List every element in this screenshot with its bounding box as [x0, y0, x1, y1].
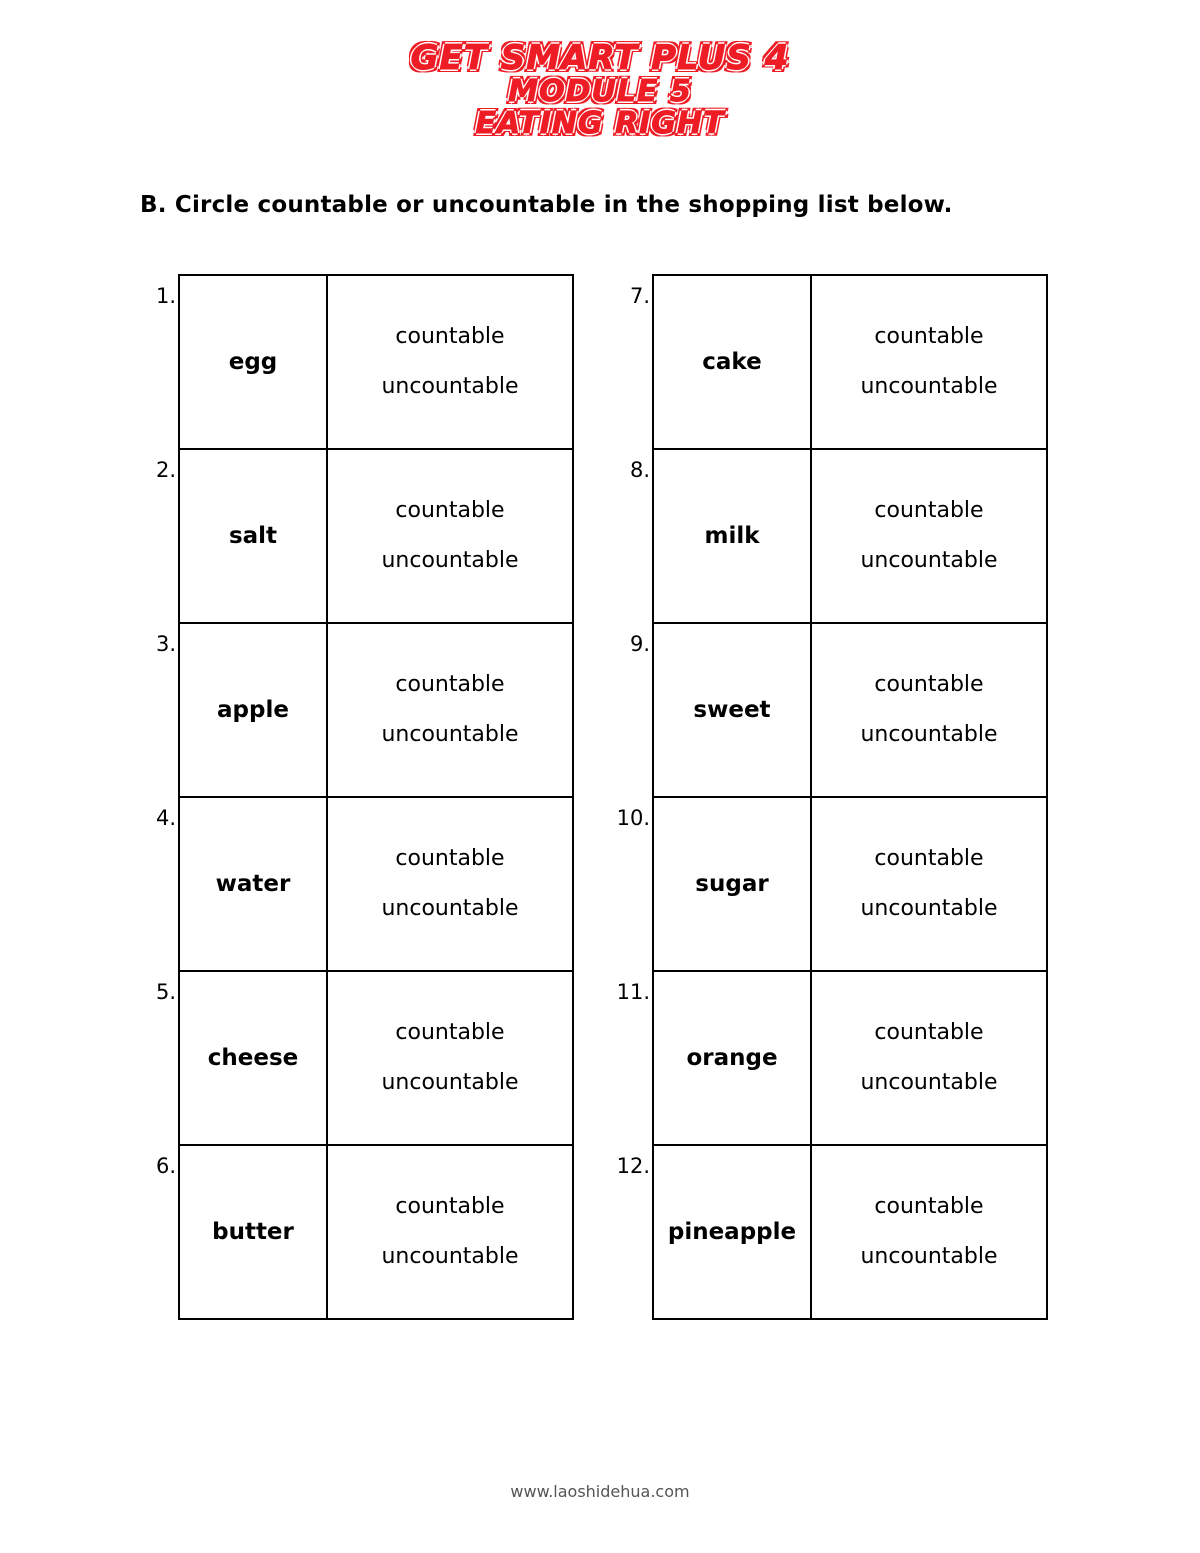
option-countable[interactable]: countable: [395, 845, 505, 871]
option-uncountable[interactable]: uncountable: [860, 721, 998, 747]
option-uncountable[interactable]: uncountable: [381, 373, 519, 399]
title-line-3: EATING RIGHT: [475, 105, 725, 141]
option-uncountable[interactable]: uncountable: [381, 547, 519, 573]
exercise-instruction: B. Circle countable or uncountable in the shopping list below.: [140, 191, 953, 218]
option-uncountable[interactable]: uncountable: [381, 721, 519, 747]
options-cell: [812, 276, 1046, 448]
word-cell: sweet: [654, 624, 812, 796]
worksheet-body: [0, 274, 1200, 1320]
option-countable[interactable]: countable: [874, 845, 984, 871]
option-countable[interactable]: countable: [874, 1019, 984, 1045]
options-cell: [328, 798, 572, 970]
option-uncountable[interactable]: uncountable: [381, 895, 519, 921]
left-column: [155, 274, 574, 1320]
option-uncountable[interactable]: uncountable: [860, 895, 998, 921]
options-cell: [328, 1146, 572, 1318]
options-cell: [812, 1146, 1046, 1318]
option-countable[interactable]: countable: [874, 671, 984, 697]
table-row: [616, 798, 1048, 972]
options-cell: [328, 972, 572, 1144]
word-cell: egg: [180, 276, 328, 448]
options-cell: [812, 798, 1046, 970]
word-cell: salt: [180, 450, 328, 622]
option-countable[interactable]: countable: [874, 1193, 984, 1219]
row-number: 3.: [155, 631, 176, 656]
option-countable[interactable]: countable: [395, 323, 505, 349]
word-cell: milk: [654, 450, 812, 622]
table-row: [155, 274, 574, 450]
option-uncountable[interactable]: uncountable: [860, 1069, 998, 1095]
option-countable[interactable]: countable: [395, 1193, 505, 1219]
option-countable[interactable]: countable: [395, 1019, 505, 1045]
row-number: 11.: [616, 979, 650, 1004]
word-cell: apple: [180, 624, 328, 796]
row-number: 12.: [616, 1153, 650, 1178]
options-cell: [812, 624, 1046, 796]
option-uncountable[interactable]: uncountable: [381, 1069, 519, 1095]
row-number: 7.: [629, 283, 650, 308]
word-cell: butter: [180, 1146, 328, 1318]
options-cell: [812, 972, 1046, 1144]
table-row: [616, 972, 1048, 1146]
word-cell: sugar: [654, 798, 812, 970]
option-uncountable[interactable]: uncountable: [381, 1243, 519, 1269]
option-uncountable[interactable]: uncountable: [860, 373, 998, 399]
table-row: [616, 1146, 1048, 1320]
option-countable[interactable]: countable: [395, 497, 505, 523]
option-uncountable[interactable]: uncountable: [860, 1243, 998, 1269]
word-cell: orange: [654, 972, 812, 1144]
table-row: [155, 450, 574, 624]
table-row: [629, 450, 1048, 624]
word-cell: pineapple: [654, 1146, 812, 1318]
option-uncountable[interactable]: uncountable: [860, 547, 998, 573]
footer-url: www.laoshidehua.com: [510, 1482, 690, 1501]
worksheet-title: [0, 0, 1200, 140]
option-countable[interactable]: countable: [395, 671, 505, 697]
row-number: 4.: [155, 805, 176, 830]
title-line-2: MODULE 5: [508, 74, 692, 110]
table-row: [155, 1146, 574, 1320]
row-number: 8.: [629, 457, 650, 482]
title-line-1: GET SMART PLUS 4: [410, 38, 790, 78]
options-cell: [812, 450, 1046, 622]
table-row: [155, 624, 574, 798]
options-cell: [328, 276, 572, 448]
word-cell: cheese: [180, 972, 328, 1144]
row-number: 10.: [616, 805, 650, 830]
options-cell: [328, 624, 572, 796]
table-row: [155, 972, 574, 1146]
row-number: 2.: [155, 457, 176, 482]
table-row: [155, 798, 574, 972]
table-row: [629, 624, 1048, 798]
row-number: 5.: [155, 979, 176, 1004]
row-number: 1.: [155, 283, 176, 308]
row-number: 6.: [155, 1153, 176, 1178]
option-countable[interactable]: countable: [874, 497, 984, 523]
right-column: [616, 274, 1048, 1320]
word-cell: cake: [654, 276, 812, 448]
word-cell: water: [180, 798, 328, 970]
table-row: [629, 274, 1048, 450]
option-countable[interactable]: countable: [874, 323, 984, 349]
options-cell: [328, 450, 572, 622]
row-number: 9.: [629, 631, 650, 656]
